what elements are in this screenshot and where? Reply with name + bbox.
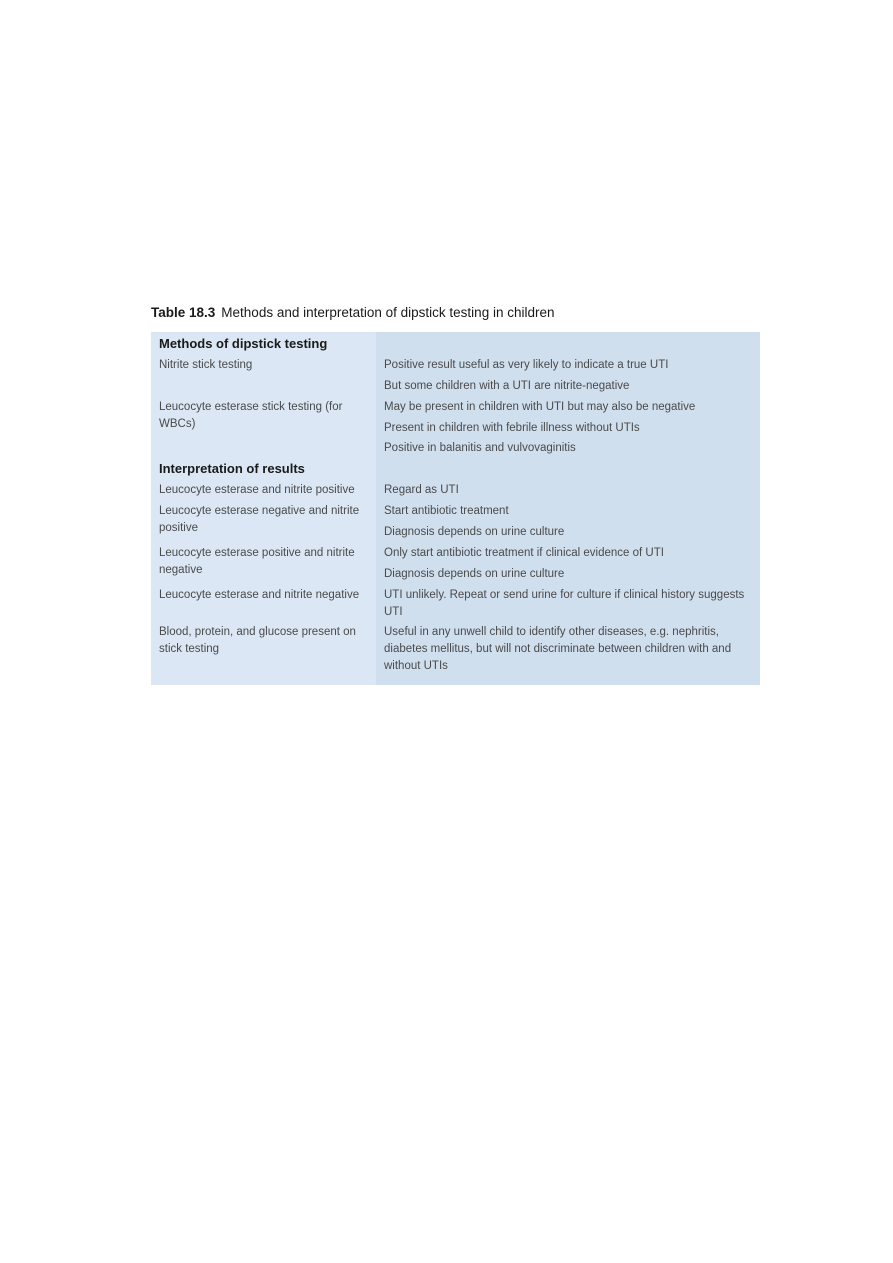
row-value-line: Diagnosis depends on urine culture	[384, 526, 565, 538]
row-value-line: Useful in any unwell child to identify other diseases, e.g. nephritis, diabetes mellitus, but will not discriminate between children with and without UTIs	[384, 626, 732, 672]
row-value-line: Positive result useful as very likely to indicate a true UTI	[384, 359, 669, 371]
row-label-leucocyte-stick: Leucocyte esterase stick testing (for WBCs)	[159, 401, 343, 430]
row-value-line: UTI unlikely. Repeat or send urine for culture if clinical history suggests UTI	[384, 589, 745, 618]
table-title: Methods and interpretation of dipstick testing in children	[221, 305, 555, 320]
table-number: Table 18.3	[151, 305, 216, 320]
row-value-line: Present in children with febrile illness without UTIs	[384, 422, 640, 434]
row-value-line: Regard as UTI	[384, 484, 459, 496]
dipstick-table	[151, 332, 760, 685]
row-label-le-positive-nitrite-negative: Leucocyte esterase positive and nitrite negative	[159, 547, 355, 576]
row-value-line: But some children with a UTI are nitrite-negative	[384, 380, 630, 392]
row-label-le-negative-nitrite-positive: Leucocyte esterase negative and nitrite positive	[159, 505, 360, 534]
row-value-line: May be present in children with UTI but may also be negative	[384, 401, 696, 413]
table-caption	[151, 305, 555, 320]
row-value-line: Start antibiotic treatment	[384, 505, 509, 517]
row-label-blood-protein-glucose: Blood, protein, and glucose present on stick testing	[159, 626, 356, 655]
section-heading-methods: Methods of dipstick testing	[159, 336, 328, 351]
row-label-le-nitrite-positive: Leucocyte esterase and nitrite positive	[159, 484, 355, 496]
row-label-nitrite: Nitrite stick testing	[159, 359, 253, 371]
row-value-line: Only start antibiotic treatment if clinical evidence of UTI	[384, 547, 664, 559]
row-value-line: Positive in balanitis and vulvovaginitis	[384, 442, 576, 454]
section-heading-interpretation: Interpretation of results	[159, 461, 305, 476]
row-value-line: Diagnosis depends on urine culture	[384, 568, 565, 580]
row-label-le-nitrite-negative: Leucocyte esterase and nitrite negative	[159, 589, 360, 601]
